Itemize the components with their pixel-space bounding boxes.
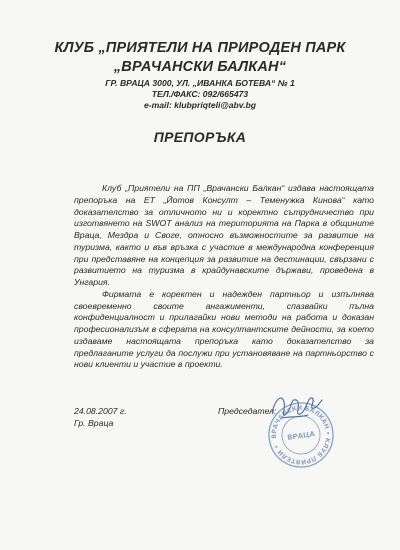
chairman-label: Председател:	[218, 406, 277, 416]
chairman-signature	[268, 388, 324, 426]
letter-date: 24.08.2007 г.	[74, 406, 127, 416]
stamp-center-text: ВРАЦА	[286, 430, 316, 442]
letter-body	[74, 183, 374, 371]
org-address: ГР. ВРАЦА 3000, УЛ. „ИВАНКА БОТЕВА“ № 1	[105, 78, 295, 88]
body-paragraph-2: Фирмата е коректен и надежден партньор и изпълнява своевременно своите ангажименти, спазвайки пълна конфиденциалност и прилагайки нови методи на работа и доказан професионализъм в сферата на консултантските дейности, за което издаваме настоящата препоръка като доказателство за предлаганите услуги да послужи при установяване на партньорство с нови клиенти и участие в проекти.	[74, 288, 374, 370]
stamp-ring-text: ВРАЧАНСКИ БАЛКАН • КЛУБ ПРИЯТЕЛИ •	[270, 404, 332, 466]
org-name-line2: „ВРАЧАНСКИ БАЛКАН“	[113, 59, 287, 75]
org-email: e-mail: klubpriqteli@abv.bg	[144, 100, 256, 110]
org-phone: ТЕЛ./ФАКС: 092/665473	[151, 89, 249, 99]
body-paragraph-1: Клуб „Приятели на ПП „Врачански Балкан“ издава настоящата препоръка на ЕТ „Йотов Консулт – Теменужка Кинова“ като доказателство за отличното ни и коректно сътрудничество при изготвянето на SWOT анализ на територията на Парка в общините Враца, Мездра и Своге, относно възможностите за развитие на туризма, както и във връзка с участие в международна конференция при представяне на концепция за развитие на дестинации, свързани с развитието на туризма в крайдунавските държави, проведена в Унгария.	[74, 183, 374, 287]
document-title: ПРЕПОРЪКА	[153, 129, 247, 145]
org-name-line1: КЛУБ „ПРИЯТЕЛИ НА ПРИРОДЕН ПАРК	[54, 40, 346, 56]
letter-city: Гр. Враца	[74, 418, 114, 428]
